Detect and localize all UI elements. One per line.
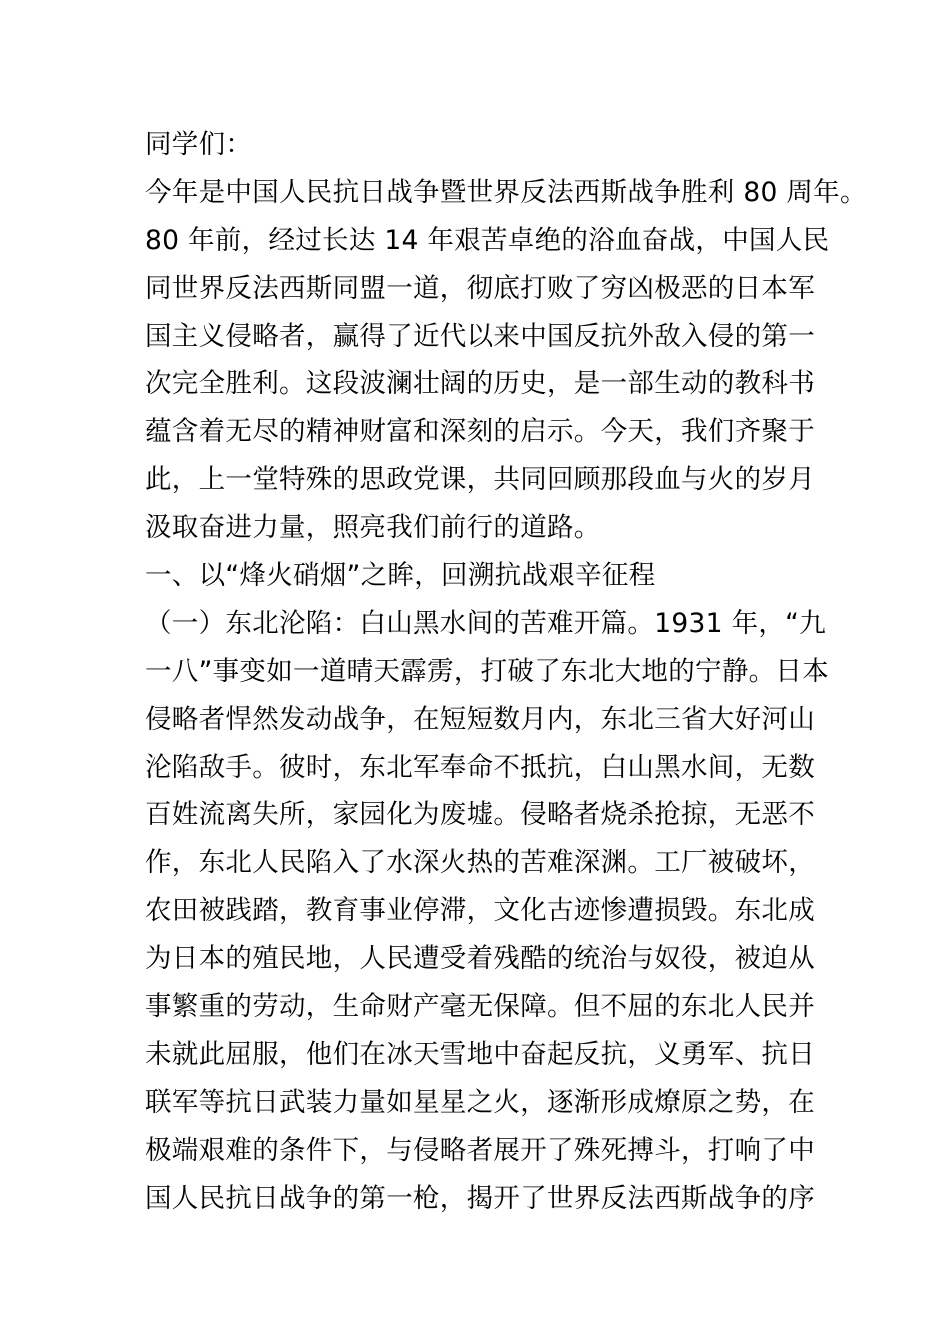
text-line: 汲取奋进力量，照亮我们前行的道路。 — [145, 512, 601, 544]
text-line: 沦陷敌手。彼时，东北军奉命不抵抗，白山黑水间，无数 — [145, 751, 815, 783]
salutation: 同学们： — [145, 129, 253, 160]
text-line: 联军等抗日武装力量如星星之火，逐渐形成燎原之势，在 — [145, 1086, 815, 1118]
section-heading: 一、以“烽火硝烟”之眸，回溯抗战艰辛征程 — [145, 560, 656, 592]
text-line: 次完全胜利。这段波澜壮阔的历史，是一部生动的教科书 — [145, 368, 815, 400]
text-line: 国人民抗日战争的第一枪，揭开了世界反法西斯战争的序 — [145, 1182, 815, 1214]
text-line: 事繁重的劳动，生命财产毫无保障。但不屈的东北人民并 — [145, 991, 815, 1023]
text-line: 农田被践踏，教育事业停滞，文化古迹惨遭损毁。东北成 — [145, 895, 815, 927]
text-line: 国主义侵略者，赢得了近代以来中国反抗外敌入侵的第一 — [145, 320, 815, 352]
text-line: 作，东北人民陷入了水深火热的苦难深渊。工厂被破坏， — [145, 847, 815, 879]
text-line: 蕴含着无尽的精神财富和深刻的启示。今天，我们齐聚于 — [145, 416, 815, 448]
text-line: 一八”事变如一道晴天霹雳，打破了东北大地的宁静。日本 — [145, 655, 830, 687]
text-line: 极端艰难的条件下，与侵略者展开了殊死搏斗，打响了中 — [145, 1134, 815, 1166]
text-line: 侵略者悍然发动战争，在短短数月内，东北三省大好河山 — [145, 703, 815, 735]
text-line: 百姓流离失所，家园化为废墟。侵略者烧杀抢掠，无恶不 — [145, 799, 815, 831]
text-line: 未就此屈服，他们在冰天雪地中奋起反抗，义勇军、抗日 — [145, 1038, 815, 1070]
text-line: 同世界反法西斯同盟一道，彻底打败了穷凶极恶的日本军 — [145, 272, 815, 304]
document-body — [145, 121, 867, 1222]
text-line: 为日本的殖民地，人民遭受着残酷的统治与奴役，被迫从 — [145, 943, 815, 975]
text-line: 今年是中国人民抗日战争暨世界反法西斯战争胜利 80 周年。 — [145, 176, 867, 208]
text-line: 此，上一堂特殊的思政党课，共同回顾那段血与火的岁月 — [145, 464, 815, 496]
text-line: （一）东北沦陷：白山黑水间的苦难开篇。1931 年，“九 — [145, 607, 826, 639]
text-line: 80 年前，经过长达 14 年艰苦卓绝的浴血奋战，中国人民 — [145, 224, 830, 256]
